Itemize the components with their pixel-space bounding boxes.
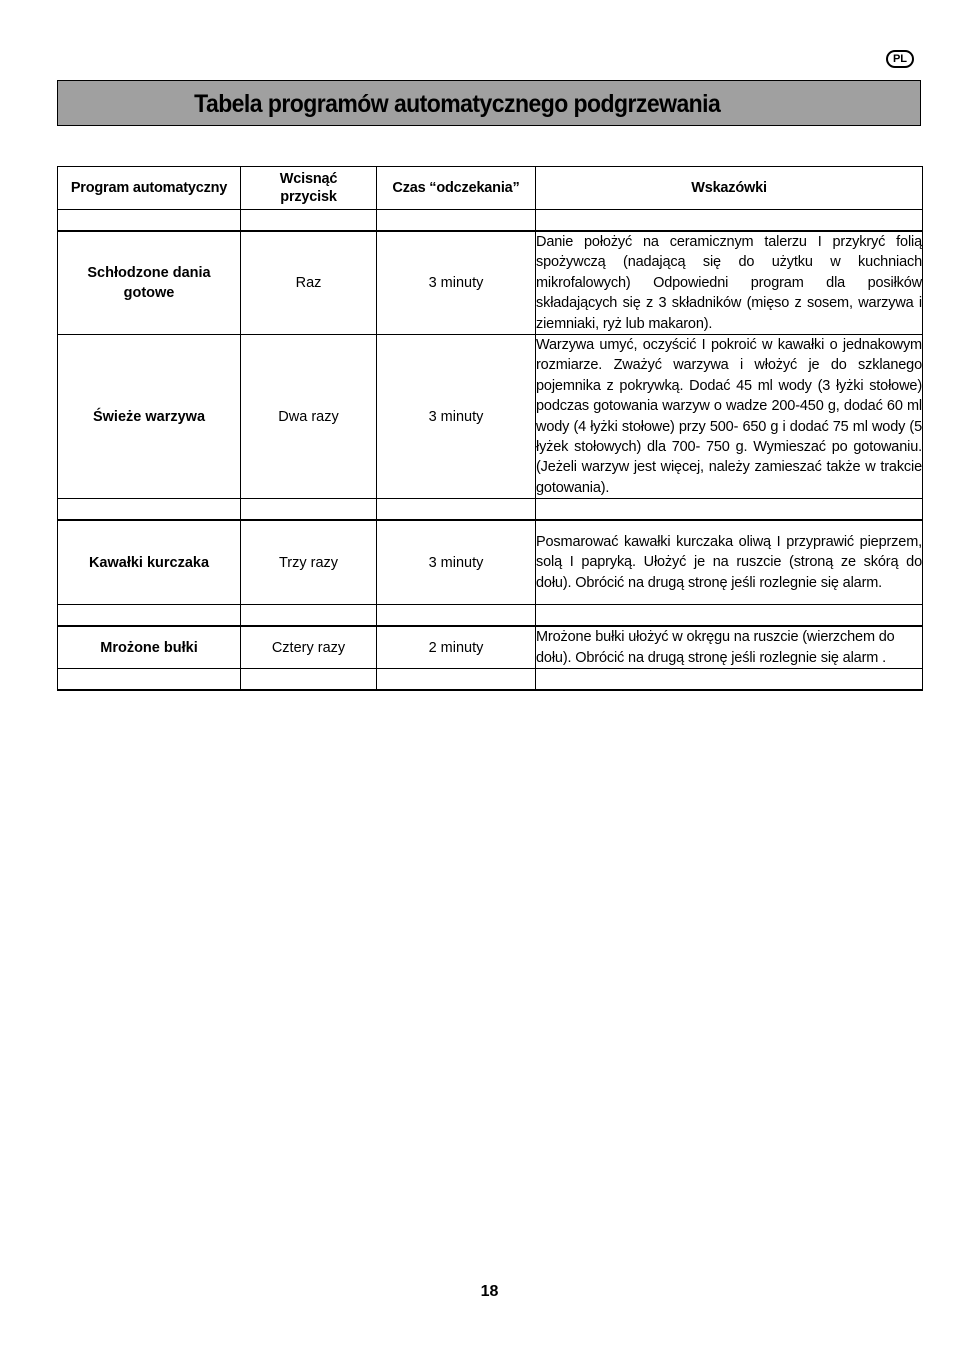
page-number: 18: [480, 1283, 499, 1300]
wait-time: 2 minuty: [377, 626, 536, 669]
page-title: Tabela programów automatycznego podgrzewania: [194, 90, 721, 118]
header-wait: Czas “odczekania”: [377, 167, 536, 210]
wait-time: 3 minuty: [377, 231, 536, 335]
press-count: Dwa razy: [241, 335, 377, 499]
table-row: [58, 231, 923, 335]
header-tips: Wskazówki: [536, 167, 923, 210]
press-count: Raz: [241, 231, 377, 335]
tips-text: Danie położyć na ceramicznym talerzu I przykryć folią spożywczą (nadającą się do użytku w kuchniach mikrofalowych) Odpowiedni program dla posiłków składających się z 3 składników (mięso z sosem, warzywa i ziemniaki, ryż lub makaron).: [536, 231, 923, 335]
tips-text: Posmarować kawałki kurczaka oliwą I przyprawić pieprzem, solą I papryką. Ułożyć je na ruszcie (stroną ze skórą do dołu). Obrócić na drugą stronę jeśli rozlegnie się alarm.: [536, 520, 923, 604]
press-count: Trzy razy: [241, 520, 377, 604]
language-badge: PL: [886, 50, 914, 68]
table-header-row: [58, 167, 923, 210]
program-name: Świeże warzywa: [58, 335, 241, 499]
programs-table: [57, 166, 923, 691]
program-name: Mrożone bułki: [58, 626, 241, 669]
press-count: Cztery razy: [241, 626, 377, 669]
header-press: Wcisnąć przycisk: [241, 167, 377, 210]
table-row: [58, 335, 923, 499]
spacer-row: [58, 604, 923, 626]
spacer-row: [58, 210, 923, 232]
program-name: Schłodzone dania gotowe: [58, 231, 241, 335]
tips-text: Warzywa umyć, oczyścić I pokroić w kawałki o jednakowym rozmiarze. Zważyć warzywa i włożyć je do szklanego pojemnika z pokrywką. Dodać 45 ml wody (3 łyżki stołowe) podczas gotowania warzyw o wadze 200-450 g, dodać 60 ml wody (4 łyżki stołowe) przy 500- 650 g i dodać 75 ml wody (5 łyżek stołowych) dla 700- 750 g. Wymieszać po gotowaniu. (Jeżeli warzyw jest więcej, należy zamieszać także w trakcie gotowania).: [536, 335, 923, 499]
tips-text: Mrożone bułki ułożyć w okręgu na ruszcie (wierzchem do dołu). Obrócić na drugą stronę jeśli rozlegnie się alarm .: [536, 626, 923, 669]
wait-time: 3 minuty: [377, 520, 536, 604]
spacer-row: [58, 669, 923, 691]
program-name: Kawałki kurczaka: [58, 520, 241, 604]
wait-time: 3 minuty: [377, 335, 536, 499]
table-row: [58, 626, 923, 669]
header-program: Program automatyczny: [58, 167, 241, 210]
spacer-row: [58, 499, 923, 521]
table-row: [58, 520, 923, 604]
title-bar: [57, 80, 921, 126]
